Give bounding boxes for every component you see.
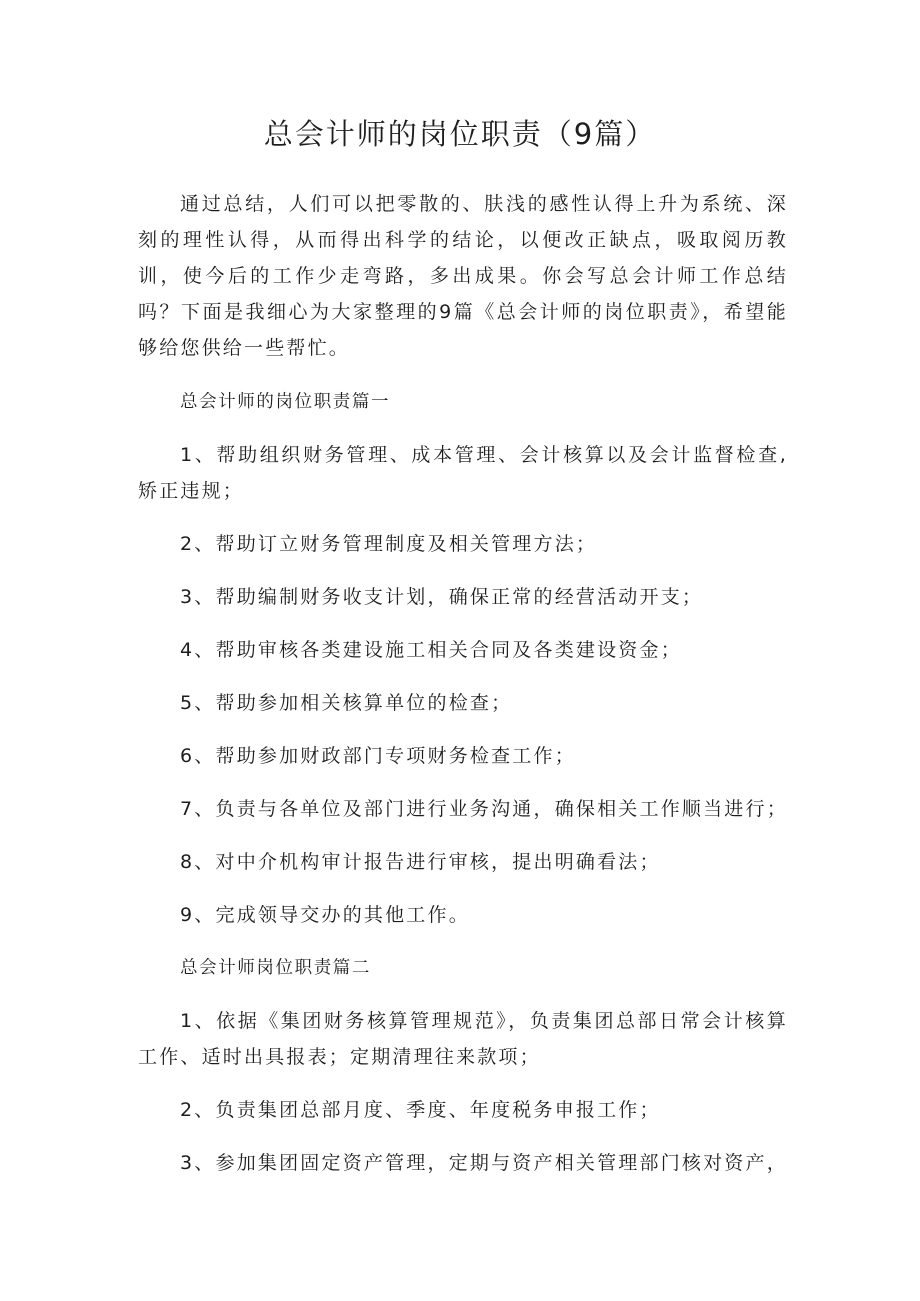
list-item: 8、对中介机构审计报告进行审核，提出明确看法；	[180, 851, 661, 873]
document-title: 总会计师的岗位职责（9篇）	[263, 117, 657, 151]
list-item: 5、帮助参加相关核算单位的检查；	[180, 692, 513, 714]
list-item: 2、负责集团总部月度、季度、年度税务申报工作；	[180, 1099, 661, 1121]
list-item: 3、参加集团固定资产管理，定期与资产相关管理部门核对资产，	[180, 1152, 788, 1174]
document-body	[138, 186, 788, 1198]
list-item: 4、帮助审核各类建设施工相关合同及各类建设资金；	[180, 639, 682, 661]
section-heading: 总会计师的岗位职责篇一	[180, 392, 391, 412]
list-item: 1、依据《集团财务核算管理规范》，负责集团总部日常会计核算工作、适时出具报表；定期清理往来款项；	[138, 1010, 788, 1068]
list-item: 7、负责与各单位及部门进行业务沟通，确保相关工作顺当进行；	[180, 798, 788, 820]
list-item: 2、帮助订立财务管理制度及相关管理方法；	[180, 533, 598, 555]
section-heading: 总会计师岗位职责篇二	[180, 958, 371, 978]
list-item: 9、完成领导交办的其他工作。	[180, 904, 470, 926]
list-item: 6、帮助参加财政部门专项财务检查工作；	[180, 745, 576, 767]
intro-paragraph: 通过总结，人们可以把零散的、肤浅的感性认得上升为系统、深刻的理性认得，从而得出科学的结论，以便改正缺点，吸取阅历教训，使今后的工作少走弯路，多出成果。你会写总会计师工作总结吗？下面是我细心为大家整理的9篇《总会计师的岗位职责》，希望能够给您供给一些帮忙。	[138, 193, 788, 359]
list-item: 1、帮助组织财务管理、成本管理、会计核算以及会计监督检查,矫正违规；	[138, 444, 788, 502]
list-item: 3、帮助编制财务收支计划，确保正常的经营活动开支；	[180, 586, 704, 608]
